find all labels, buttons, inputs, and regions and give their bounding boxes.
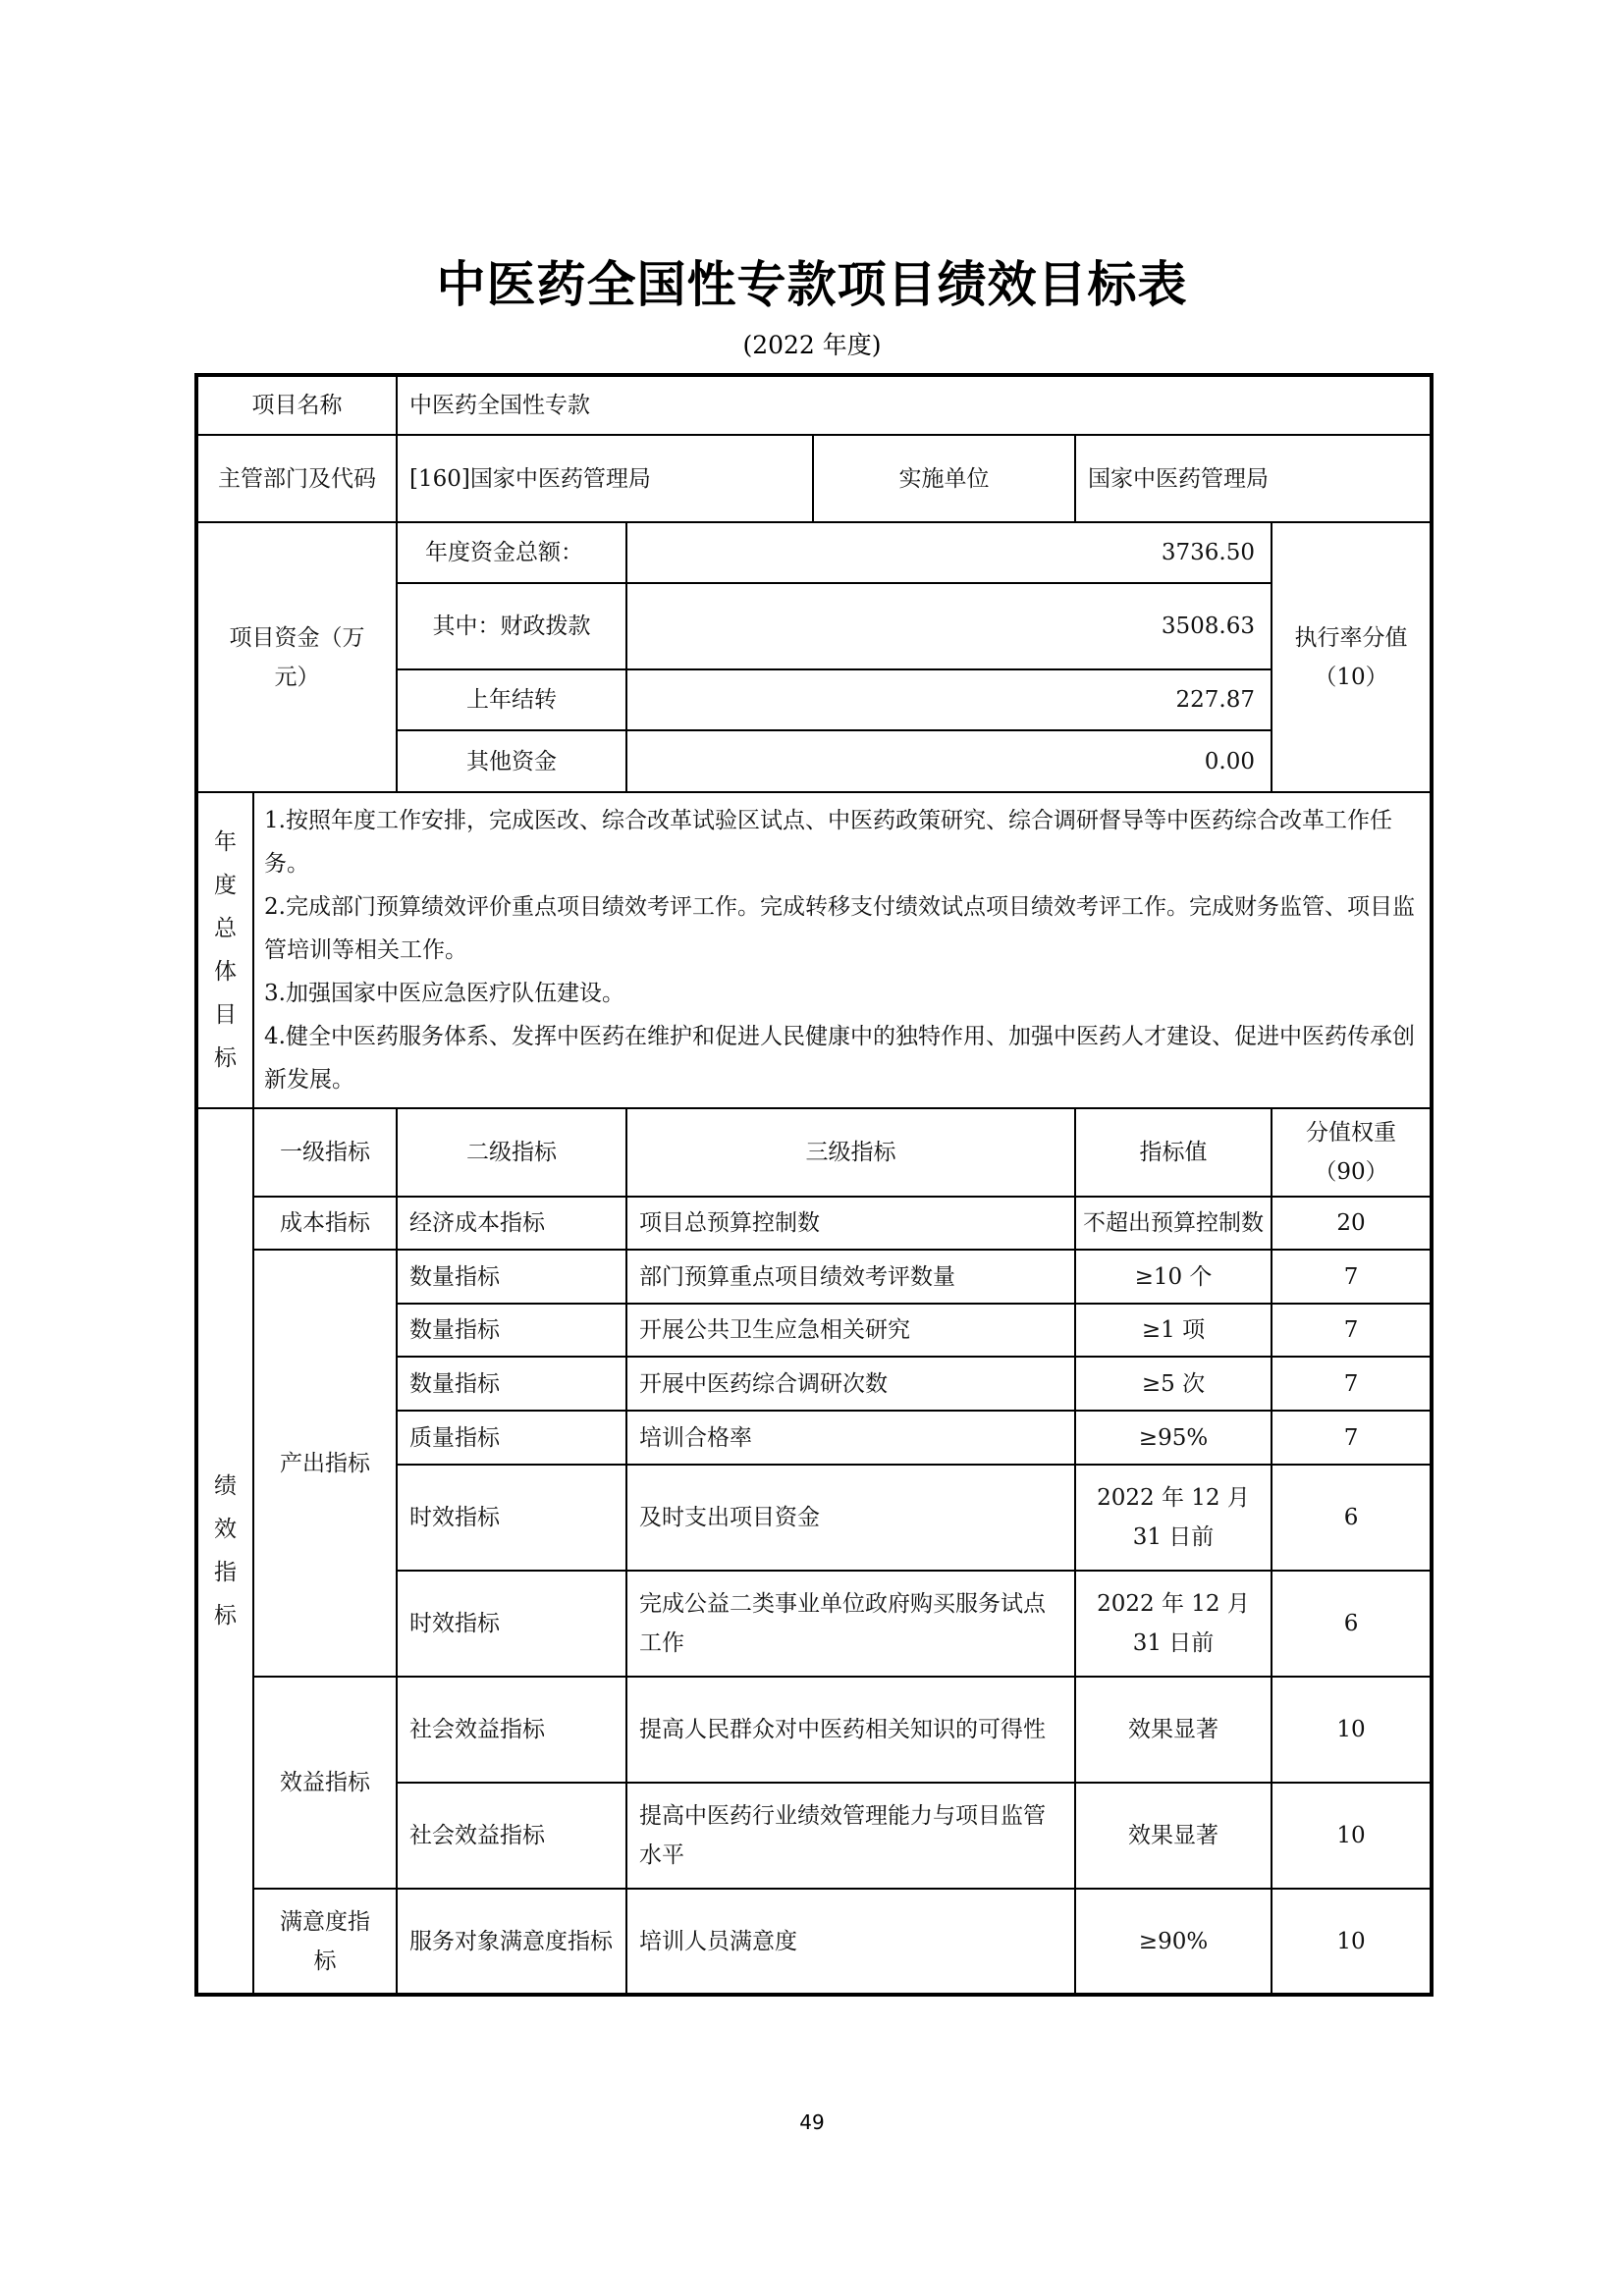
vertical-label-char: 度 bbox=[214, 873, 237, 898]
funds-row-label: 其中：财政拨款 bbox=[397, 583, 626, 669]
vertical-label-char: 总 bbox=[214, 916, 237, 941]
header-weight bbox=[1272, 1108, 1432, 1197]
weight-cell: 7 bbox=[1272, 1357, 1432, 1411]
execution-rate-label: 执行率分值 bbox=[1294, 624, 1408, 651]
implementing-unit-value: 国家中医药管理局 bbox=[1075, 435, 1432, 522]
weight-cell: 10 bbox=[1272, 1783, 1432, 1889]
weight-cell: 20 bbox=[1272, 1197, 1432, 1250]
level3-cell: 提高人民群众对中医药相关知识的可得性 bbox=[626, 1677, 1075, 1783]
funds-row bbox=[196, 522, 1432, 583]
weight-cell: 10 bbox=[1272, 1677, 1432, 1783]
level3-cell: 开展公共卫生应急相关研究 bbox=[626, 1304, 1075, 1357]
funds-row-value: 3736.50 bbox=[626, 522, 1272, 583]
level3-cell: 培训人员满意度 bbox=[626, 1889, 1075, 1995]
weight-cell: 7 bbox=[1272, 1304, 1432, 1357]
value-cell: 效果显著 bbox=[1075, 1783, 1272, 1889]
value-cell: 效果显著 bbox=[1075, 1677, 1272, 1783]
performance-target-table bbox=[194, 373, 1434, 1997]
goal-item: 1.按照年度工作安排，完成医改、综合改革试验区试点、中医药政策研究、综合调研督导等中医药综合改革工作任务。 bbox=[264, 808, 1392, 877]
department-row bbox=[196, 435, 1432, 522]
level2-cell: 社会效益指标 bbox=[397, 1783, 626, 1889]
project-name-value: 中医药全国性专款 bbox=[397, 375, 1432, 435]
level2-cell: 时效指标 bbox=[397, 1571, 626, 1677]
level3-cell: 完成公益二类事业单位政府购买服务试点工作 bbox=[626, 1571, 1075, 1677]
header-level2: 二级指标 bbox=[397, 1108, 626, 1197]
value-cell: ≥5 次 bbox=[1075, 1357, 1272, 1411]
project-name-label: 项目名称 bbox=[196, 375, 397, 435]
indicator-row bbox=[196, 1889, 1432, 1995]
value-cell: ≥1 项 bbox=[1075, 1304, 1272, 1357]
level2-cell: 数量指标 bbox=[397, 1357, 626, 1411]
weight-cell: 7 bbox=[1272, 1411, 1432, 1465]
weight-cell: 7 bbox=[1272, 1250, 1432, 1304]
vertical-label-char: 目 bbox=[214, 1002, 237, 1028]
level1-cell: 成本指标 bbox=[253, 1197, 397, 1250]
vertical-label-char: 标 bbox=[214, 1603, 237, 1629]
vertical-label-char: 体 bbox=[214, 959, 237, 985]
weight-cell: 6 bbox=[1272, 1571, 1432, 1677]
goal-item: 3.加强国家中医应急医疗队伍建设。 bbox=[264, 981, 624, 1006]
level2-cell: 服务对象满意度指标 bbox=[397, 1889, 626, 1995]
value-cell: 不超出预算控制数 bbox=[1075, 1197, 1272, 1250]
document-subtitle: (2022 年度) bbox=[742, 331, 882, 359]
funds-row-value: 3508.63 bbox=[626, 583, 1272, 669]
level3-cell: 提高中医药行业绩效管理能力与项目监管水平 bbox=[626, 1783, 1075, 1889]
level1-cell: 产出指标 bbox=[253, 1250, 397, 1677]
level2-cell: 经济成本指标 bbox=[397, 1197, 626, 1250]
performance-indicators-label bbox=[196, 1108, 253, 1995]
level1-cell: 效益指标 bbox=[253, 1677, 397, 1889]
level2-cell: 质量指标 bbox=[397, 1411, 626, 1465]
level3-cell: 及时支出项目资金 bbox=[626, 1465, 1075, 1571]
value-cell: ≥95% bbox=[1075, 1411, 1272, 1465]
level3-cell: 培训合格率 bbox=[626, 1411, 1075, 1465]
department-label: 主管部门及代码 bbox=[196, 435, 397, 522]
value-cell: ≥10 个 bbox=[1075, 1250, 1272, 1304]
vertical-label-char: 效 bbox=[214, 1517, 237, 1542]
level2-cell: 社会效益指标 bbox=[397, 1677, 626, 1783]
vertical-label-char: 年 bbox=[214, 829, 237, 855]
value-cell: ≥90% bbox=[1075, 1889, 1272, 1995]
level3-cell: 项目总预算控制数 bbox=[626, 1197, 1075, 1250]
level1-cell: 满意度指标 bbox=[253, 1889, 397, 1995]
indicators-header-row bbox=[196, 1108, 1432, 1197]
header-value: 指标值 bbox=[1075, 1108, 1272, 1197]
funds-row-label: 上年结转 bbox=[397, 669, 626, 730]
funds-row-value: 227.87 bbox=[626, 669, 1272, 730]
implementing-unit-label: 实施单位 bbox=[813, 435, 1075, 522]
level2-cell: 数量指标 bbox=[397, 1250, 626, 1304]
annual-goals-row bbox=[196, 792, 1432, 1108]
funds-label: 项目资金（万元） bbox=[196, 522, 397, 792]
document-title: 中医药全国性专款项目绩效目标表 bbox=[436, 256, 1188, 313]
header-level1: 一级指标 bbox=[253, 1108, 397, 1197]
level3-cell: 开展中医药综合调研次数 bbox=[626, 1357, 1075, 1411]
funds-row-value: 0.00 bbox=[626, 730, 1272, 792]
goal-item: 4.健全中医药服务体系、发挥中医药在维护和促进人民健康中的独特作用、加强中医药人才建设、促进中医药传承创新发展。 bbox=[264, 1024, 1415, 1093]
level2-cell: 时效指标 bbox=[397, 1465, 626, 1571]
level3-cell: 部门预算重点项目绩效考评数量 bbox=[626, 1250, 1075, 1304]
value-cell: 2022 年 12 月 31 日前 bbox=[1075, 1571, 1272, 1677]
vertical-label-char: 指 bbox=[214, 1560, 237, 1585]
weight-cell: 10 bbox=[1272, 1889, 1432, 1995]
project-name-row bbox=[196, 375, 1432, 435]
page-number: 49 bbox=[799, 2110, 825, 2134]
funds-row-label: 其他资金 bbox=[397, 730, 626, 792]
annual-goals-content bbox=[253, 792, 1432, 1108]
header-level3: 三级指标 bbox=[626, 1108, 1075, 1197]
annual-goals-label bbox=[196, 792, 253, 1108]
header-weight-total: （90） bbox=[1314, 1159, 1388, 1185]
goal-item: 2.完成部门预算绩效评价重点项目绩效考评工作。完成转移支付绩效试点项目绩效考评工作。完成财务监管、项目监管培训等相关工作。 bbox=[264, 894, 1415, 963]
level2-cell: 数量指标 bbox=[397, 1304, 626, 1357]
indicator-row bbox=[196, 1250, 1432, 1304]
execution-rate-value: （10） bbox=[1314, 664, 1388, 690]
indicator-row bbox=[196, 1197, 1432, 1250]
vertical-label-char: 绩 bbox=[214, 1473, 237, 1499]
funds-row-label: 年度资金总额： bbox=[397, 522, 626, 583]
weight-cell: 6 bbox=[1272, 1465, 1432, 1571]
value-cell: 2022 年 12 月 31 日前 bbox=[1075, 1465, 1272, 1571]
indicator-row bbox=[196, 1677, 1432, 1783]
execution-rate-score bbox=[1272, 522, 1432, 792]
header-weight-label: 分值权重 bbox=[1306, 1120, 1397, 1146]
vertical-label-char: 标 bbox=[214, 1045, 237, 1071]
department-value: [160]国家中医药管理局 bbox=[397, 435, 813, 522]
